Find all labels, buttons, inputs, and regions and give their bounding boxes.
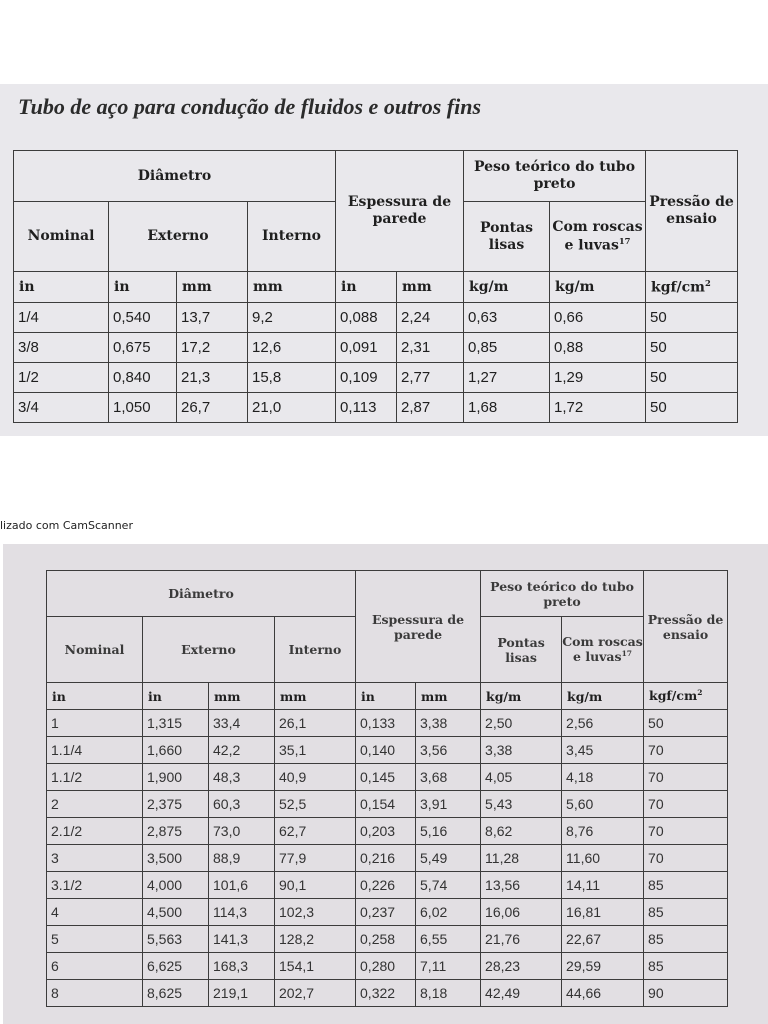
table-cell: 70 [644,845,728,872]
table-cell: 42,49 [481,980,562,1007]
table-cell: 8,625 [143,980,209,1007]
table-body-bottom [47,710,728,1007]
table-cell: 3,56 [416,737,481,764]
table-cell: 6,55 [416,926,481,953]
table-cell: 1,050 [109,393,177,423]
unit-cell: kg/m [464,272,550,303]
table-cell: 88,9 [209,845,275,872]
table-cell: 141,3 [209,926,275,953]
table-cell: 17,2 [177,333,248,363]
table-row [47,764,728,791]
table-cell: 73,0 [209,818,275,845]
table-cell: 1,660 [143,737,209,764]
header-pontas-lisas: Pontas lisas [481,617,562,683]
header-peso: Peso teórico do tubo preto [464,151,646,202]
table-cell: 1/2 [14,363,109,393]
table-cell: 26,1 [275,710,356,737]
unit-cell: mm [416,683,481,710]
table-row [14,393,738,423]
table-cell: 0,85 [464,333,550,363]
table-cell: 60,3 [209,791,275,818]
table-cell: 1.1/4 [47,737,143,764]
table-cell: 48,3 [209,764,275,791]
table-cell: 3,68 [416,764,481,791]
header-interno: Interno [275,617,356,683]
table-cell: 2,50 [481,710,562,737]
table-cell: 0,109 [336,363,397,393]
table-cell: 219,1 [209,980,275,1007]
table-cell: 5,60 [562,791,644,818]
table-cell: 4,000 [143,872,209,899]
table-cell: 2,87 [397,393,464,423]
table-row [47,899,728,926]
header-diametro: Diâmetro [47,571,356,617]
table-cell: 2.1/2 [47,818,143,845]
header-pressao: Pressão de ensaio [646,151,738,272]
unit-cell: in [47,683,143,710]
table-cell: 128,2 [275,926,356,953]
table-cell: 102,3 [275,899,356,926]
table-cell: 7,11 [416,953,481,980]
footnote-ref: 17 [618,235,631,246]
table-cell: 0,154 [356,791,416,818]
table-cell: 3,38 [416,710,481,737]
table-cell: 114,3 [209,899,275,926]
table-cell: 3,91 [416,791,481,818]
unit-cell: mm [397,272,464,303]
table-cell: 5,16 [416,818,481,845]
table-cell: 0,140 [356,737,416,764]
table-body-top [14,303,738,423]
table-cell: 22,67 [562,926,644,953]
table-row [47,791,728,818]
table-cell: 70 [644,764,728,791]
page-title: Tubo de aço para condução de fluidos e outros fins [18,94,482,119]
table-cell: 85 [644,899,728,926]
table-cell: 3 [47,845,143,872]
unit-cell [646,272,738,303]
header-peso: Peso teórico do tubo preto [481,571,644,617]
table-cell: 202,7 [275,980,356,1007]
table-cell: 85 [644,872,728,899]
header-pressao: Pressão de ensaio [644,571,728,683]
table-cell: 33,4 [209,710,275,737]
table-cell: 1 [47,710,143,737]
unit-exponent: 2 [697,688,703,698]
table-row [47,980,728,1007]
table-cell: 8,18 [416,980,481,1007]
header-externo: Externo [109,202,248,272]
table-cell: 11,60 [562,845,644,872]
table-cell: 0,540 [109,303,177,333]
table-cell: 2,31 [397,333,464,363]
table-cell: 21,3 [177,363,248,393]
table-cell: 52,5 [275,791,356,818]
unit-cell: kg/m [562,683,644,710]
table-cell: 29,59 [562,953,644,980]
table-cell: 62,7 [275,818,356,845]
table-cell: 50 [644,710,728,737]
table-cell: 2 [47,791,143,818]
table-cell: 70 [644,737,728,764]
table-row [14,303,738,333]
table-row [47,953,728,980]
table-cell: 0,675 [109,333,177,363]
table-cell: 2,875 [143,818,209,845]
unit-cell: mm [177,272,248,303]
table-cell: 3,500 [143,845,209,872]
table-cell: 154,1 [275,953,356,980]
table-cell: 0,091 [336,333,397,363]
table-cell: 2,77 [397,363,464,393]
table-cell: 90 [644,980,728,1007]
table-cell: 15,8 [248,363,336,393]
table-cell: 3,38 [481,737,562,764]
header-com-roscas [550,202,646,272]
unit-label: kgf/cm [651,279,705,296]
table-cell: 77,9 [275,845,356,872]
table-cell: 0,088 [336,303,397,333]
header-diametro: Diâmetro [14,151,336,202]
table-cell: 0,280 [356,953,416,980]
table-cell: 50 [646,303,738,333]
table-cell: 0,258 [356,926,416,953]
table-cell: 101,6 [209,872,275,899]
table-cell: 6,625 [143,953,209,980]
unit-cell: mm [275,683,356,710]
table-cell: 0,63 [464,303,550,333]
table-cell: 12,6 [248,333,336,363]
table-cell: 5,74 [416,872,481,899]
table-row [47,710,728,737]
table-cell: 44,66 [562,980,644,1007]
table-cell: 8,76 [562,818,644,845]
table-cell: 0,145 [356,764,416,791]
table-cell: 1,72 [550,393,646,423]
table-cell: 0,226 [356,872,416,899]
table-cell: 3,45 [562,737,644,764]
table-cell: 1,315 [143,710,209,737]
unit-cell: in [143,683,209,710]
table-cell: 0,322 [356,980,416,1007]
table-cell: 4,500 [143,899,209,926]
table-cell: 21,0 [248,393,336,423]
table-cell: 1,68 [464,393,550,423]
table-cell: 90,1 [275,872,356,899]
table-cell: 14,11 [562,872,644,899]
table-cell: 0,133 [356,710,416,737]
table-cell: 85 [644,953,728,980]
table-cell: 50 [646,363,738,393]
table-cell: 21,76 [481,926,562,953]
header-externo: Externo [143,617,275,683]
table-cell: 4,18 [562,764,644,791]
table-row [14,363,738,393]
table-row [47,737,728,764]
table-cell: 35,1 [275,737,356,764]
table-cell: 13,56 [481,872,562,899]
table-cell: 40,9 [275,764,356,791]
table-cell: 3.1/2 [47,872,143,899]
table-cell: 0,66 [550,303,646,333]
unit-cell: in [14,272,109,303]
header-nominal: Nominal [47,617,143,683]
table-cell: 16,06 [481,899,562,926]
unit-cell [644,683,728,710]
table-cell: 70 [644,818,728,845]
table-cell: 50 [646,333,738,363]
table-cell: 4 [47,899,143,926]
table-row [47,818,728,845]
table-row [47,872,728,899]
table-cell: 9,2 [248,303,336,333]
header-com-roscas-label: Com roscas e luvas [562,634,643,665]
table-cell: 1.1/2 [47,764,143,791]
header-pontas-lisas: Pontas lisas [464,202,550,272]
table-cell: 5,49 [416,845,481,872]
table-cell: 70 [644,791,728,818]
table-cell: 4,05 [481,764,562,791]
footnote-ref: 17 [621,649,633,659]
table-cell: 5 [47,926,143,953]
unit-exponent: 2 [704,278,711,289]
unit-cell: kg/m [550,272,646,303]
table-cell: 6 [47,953,143,980]
table-cell: 0,237 [356,899,416,926]
table-cell: 8 [47,980,143,1007]
table-cell: 26,7 [177,393,248,423]
table-cell: 0,840 [109,363,177,393]
table-row [47,926,728,953]
unit-cell: mm [209,683,275,710]
header-espessura: Espessura de parede [336,151,464,272]
header-nominal: Nominal [14,202,109,272]
table-cell: 0,88 [550,333,646,363]
table-cell: 6,02 [416,899,481,926]
header-com-roscas [562,617,644,683]
unit-cell: kg/m [481,683,562,710]
table-cell: 1,27 [464,363,550,393]
table-cell: 3/4 [14,393,109,423]
table-cell: 42,2 [209,737,275,764]
unit-cell: in [336,272,397,303]
unit-cell: in [109,272,177,303]
table-cell: 8,62 [481,818,562,845]
header-interno: Interno [248,202,336,272]
unit-cell: mm [248,272,336,303]
table-cell: 28,23 [481,953,562,980]
table-cell: 1/4 [14,303,109,333]
table-cell: 1,29 [550,363,646,393]
table-cell: 3/8 [14,333,109,363]
table-cell: 5,43 [481,791,562,818]
table-cell: 5,563 [143,926,209,953]
table-row [14,333,738,363]
table-cell: 2,56 [562,710,644,737]
header-com-roscas-label: Com roscas e luvas [552,218,643,254]
pipe-table-top [13,150,738,423]
table-cell: 2,375 [143,791,209,818]
table-cell: 50 [646,393,738,423]
table-cell: 0,216 [356,845,416,872]
table-cell: 11,28 [481,845,562,872]
table-cell: 2,24 [397,303,464,333]
table-cell: 1,900 [143,764,209,791]
header-espessura: Espessura de parede [356,571,481,683]
camscanner-caption: lizado com CamScanner [0,519,133,532]
unit-label: kgf/cm [649,688,698,704]
table-cell: 16,81 [562,899,644,926]
unit-cell: in [356,683,416,710]
table-cell: 168,3 [209,953,275,980]
table-cell: 13,7 [177,303,248,333]
table-cell: 85 [644,926,728,953]
pipe-table-bottom [46,570,728,1007]
table-cell: 0,203 [356,818,416,845]
table-row [47,845,728,872]
table-cell: 0,113 [336,393,397,423]
